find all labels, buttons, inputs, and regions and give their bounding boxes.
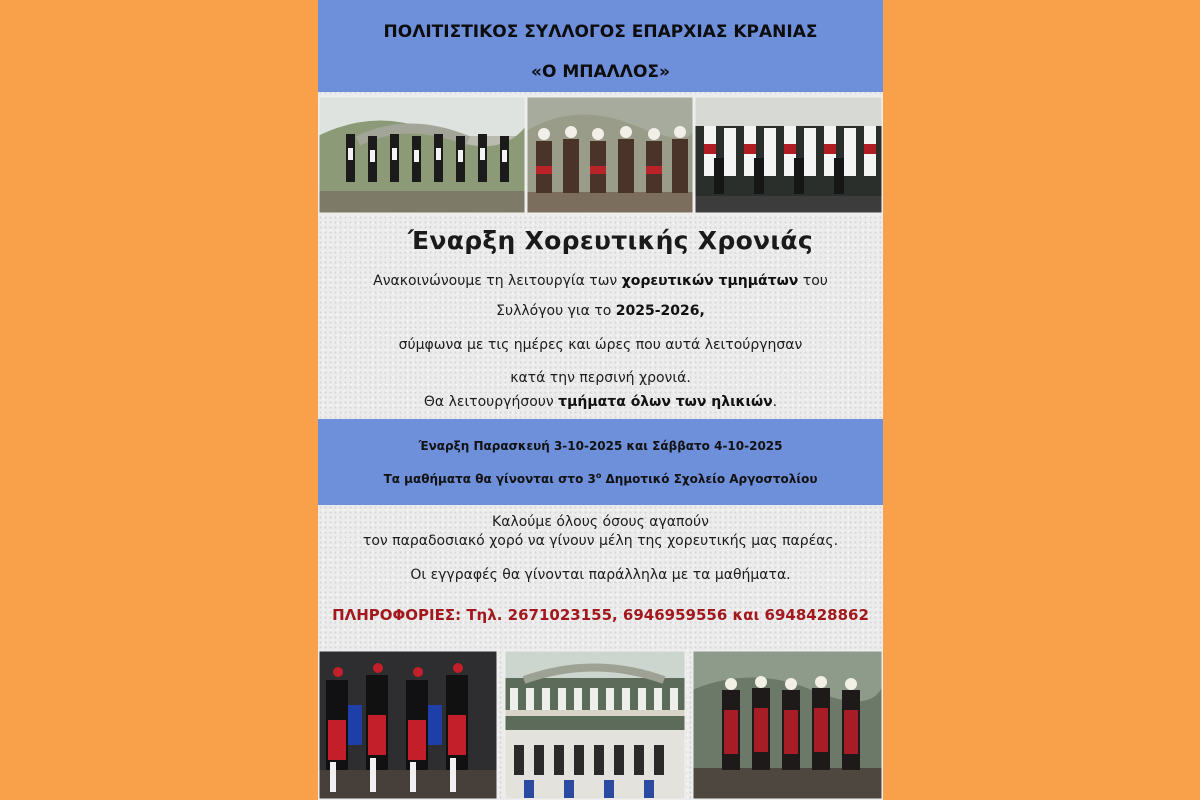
- dancers-photo-1: [318, 96, 526, 214]
- lesson-venue: Τα μαθήματα θα γίνονται στο $3^o$ Δημοτικό Σχολείο Αργοστολίου: [383, 471, 818, 486]
- dancers-photo-2: [526, 96, 694, 214]
- poster: [318, 0, 883, 800]
- announcement-line-1: Ανακοινώνουμε τη λειτουργία των χορευτικών τμημάτων του: [373, 273, 828, 289]
- dancers-photo-5: [504, 650, 686, 800]
- association-name: ΠΟΛΙΤΙΣΤΙΚΟΣ ΣΥΛΛΟΓΟΣ ΕΠΑΡΧΙΑΣ ΚΡΑΝΙΑΣ: [383, 22, 818, 42]
- dancers-photo-4: [318, 650, 498, 800]
- association-banner: [318, 0, 883, 92]
- dancers-photo-6: [692, 650, 883, 800]
- start-dates: Έναρξη Παρασκευή 3-10-2025 και Σάββατο 4-10-2025: [418, 439, 783, 453]
- announcement-line-5: Θα λειτουργήσουν τμήματα όλων των ηλικιών.: [423, 394, 778, 410]
- schedule-banner: [318, 419, 883, 505]
- invitation-line-2: τον παραδοσιακό χορό να γίνουν μέλη της χορευτικής μας παρέας.: [362, 533, 839, 549]
- announcement-line-2: Συλλόγου για το 2025-2026,: [496, 303, 705, 319]
- announcement-line-4: κατά την περσινή χρονιά.: [510, 370, 691, 386]
- dancers-photo-3: [694, 96, 883, 214]
- contact-info: ΠΛΗΡΟΦΟΡΙΕΣ: Τηλ. 2671023155, 6946959556 και 6948428862: [332, 606, 869, 624]
- announcement-line-3: σύμφωνα με τις ημέρες και ώρες που αυτά λειτούργησαν: [398, 337, 803, 353]
- association-nickname: «Ο ΜΠΑΛΛΟΣ»: [530, 62, 670, 82]
- invitation-line-1: Καλούμε όλους όσους αγαπούν: [492, 514, 709, 530]
- season-title: Έναρξη Χορευτικής Χρονιάς: [407, 226, 814, 255]
- registration-note: Οι εγγραφές θα γίνονται παράλληλα με τα μαθήματα.: [410, 567, 791, 583]
